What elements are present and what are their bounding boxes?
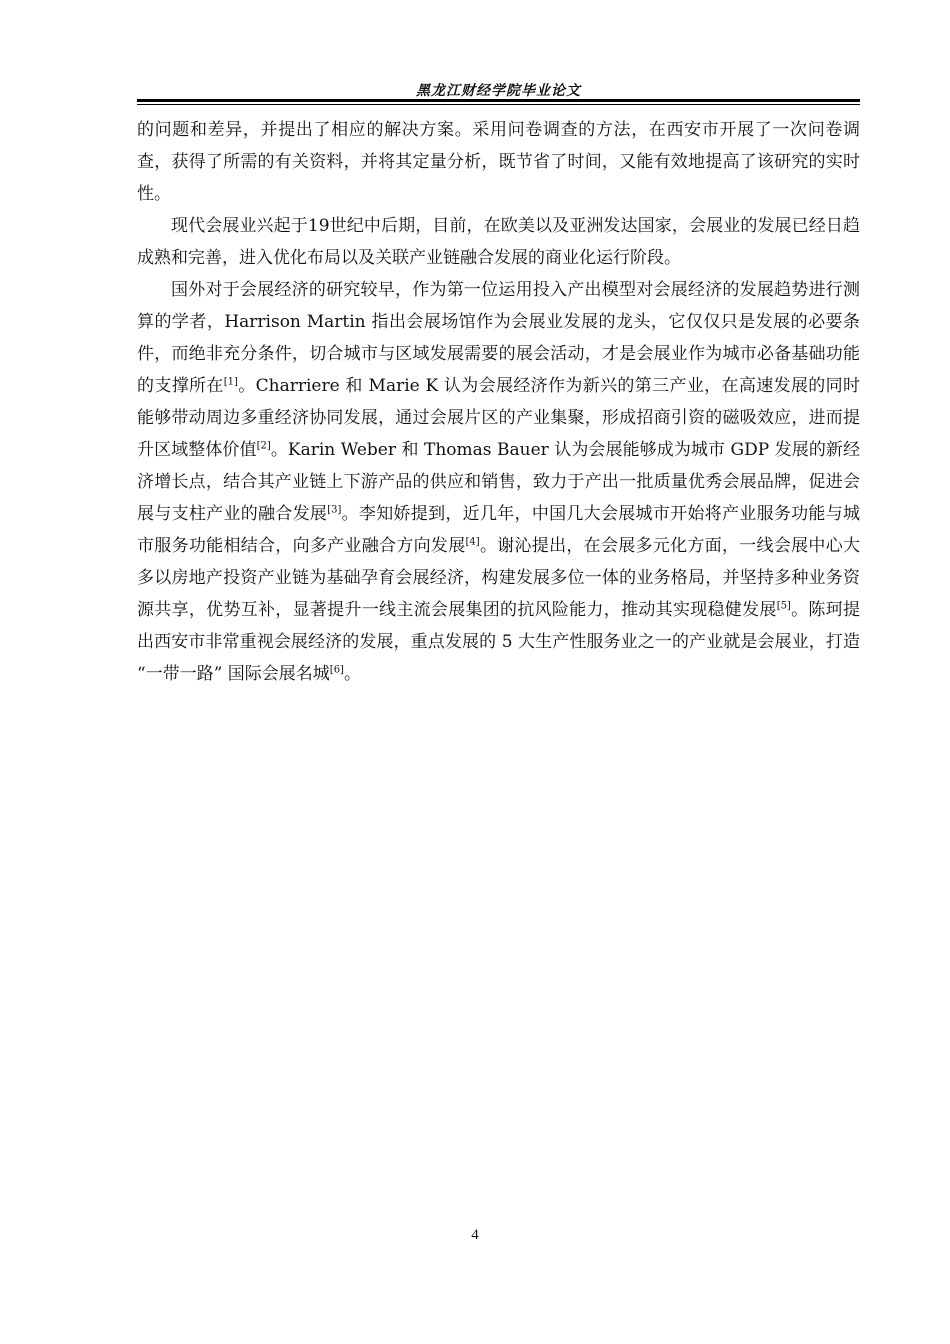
citation-1: [1] — [223, 376, 238, 388]
citation-2: [2] — [256, 440, 271, 452]
running-header: 黑龙江财经学院毕业论文 — [416, 83, 581, 99]
citation-6: [6] — [329, 664, 344, 676]
body-text — [137, 114, 860, 690]
paragraph-3-text: 。Karin Weber 和 Thomas Bauer 认为会展能够成为城市 GDP 发展的新经济增长点，结合其产业链上下游产品的供应和销售，致力于产出一批质量优秀会展品牌，促进会展与支柱产业的融合发展 — [137, 440, 861, 524]
citation-4: [4] — [465, 536, 480, 548]
paragraph-3-text: 。Charriere 和 Marie K 认为会展经济作为新兴的第三产业，在高速发展的同时能够带动周边多重经济协同发展，通过会展片区的产业集聚，形成招商引资的磁吸效应，进而提升区域整体价值 — [137, 376, 861, 460]
paragraph-2: 现代会展业兴起于19世纪中后期，目前，在欧美以及亚洲发达国家，会展业的发展已经日趋成熟和完善，进入优化布局以及关联产业链融合发展的商业化运行阶段。 — [137, 216, 860, 268]
paragraph-3-text: 国外对于会展经济的研究较早，作为第一位运用投入产出模型对会展经济的发展趋势进行测算的学者，Harrison Martin 指出会展场馆作为会展业发展的龙头，它仅仅只是发展的必要条件，而绝非充分条件，切合城市与区域发展需要的展会活动，才是会展业作为城市必备基础功能的支撑所在 — [137, 280, 860, 396]
page-number: 4 — [471, 1227, 479, 1243]
paragraph-1: 的问题和差异，并提出了相应的解决方案。采用问卷调查的方法，在西安市开展了一次问卷调查，获得了所需的有关资料，并将其定量分析，既节省了时间，又能有效地提高了该研究的实时性。 — [137, 120, 860, 204]
paragraph-3-text: 。陈珂提出西安市非常重视会展经济的发展，重点发展的 5 大生产性服务业之一的产业就是会展业，打造 “一带一路” 国际会展名城 — [137, 600, 861, 684]
paragraph-3-text: 。谢沁提出，在会展多元化方面，一线会展中心大多以房地产投资产业链为基础孕育会展经济，构建发展多位一体的业务格局，并坚持多种业务资源共享，优势互补，显著提升一线主流会展集团的抗风险能力，推动其实现稳健发展 — [137, 536, 861, 620]
citation-3: [3] — [327, 504, 342, 516]
header-rule-thin — [137, 104, 860, 105]
citation-5: [5] — [776, 600, 791, 612]
header-rule-thick — [137, 99, 860, 102]
paragraph-3-text: 。李知娇提到，近几年，中国几大会展城市开始将产业服务功能与城市服务功能相结合，向多产业融合方向发展 — [137, 504, 861, 556]
paragraph-3-text: 。 — [343, 664, 361, 684]
paragraph-3 — [137, 274, 860, 690]
